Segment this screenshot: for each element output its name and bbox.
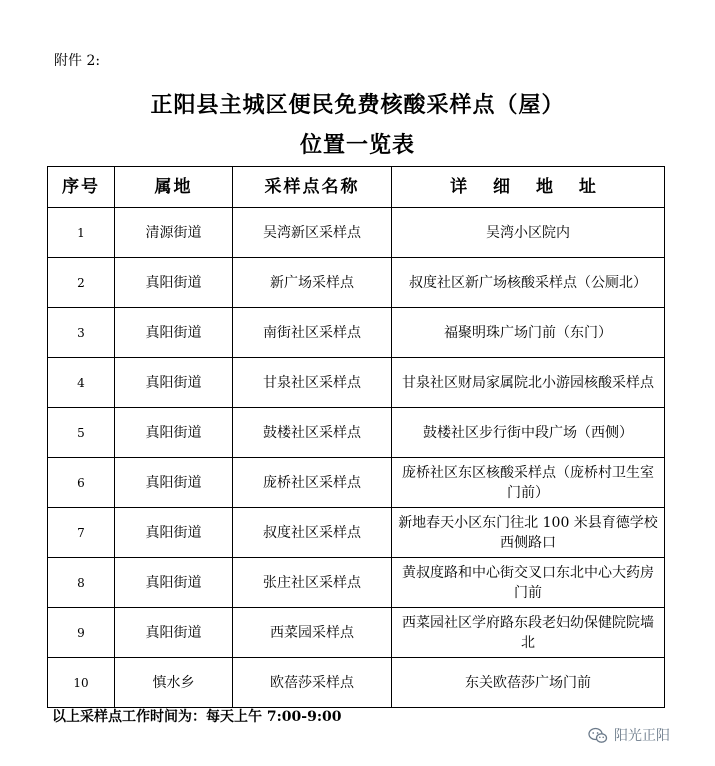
row-district: 真阳街道 xyxy=(115,458,233,508)
row-number: 6 xyxy=(48,458,115,508)
header-district: 属地 xyxy=(115,167,233,208)
row-district: 真阳街道 xyxy=(115,558,233,608)
table-row xyxy=(48,308,665,358)
row-district: 真阳街道 xyxy=(115,258,233,308)
row-address: 黄叔度路和中心街交叉口东北中心大药房门前 xyxy=(392,558,665,608)
row-district: 慎水乡 xyxy=(115,658,233,708)
row-number: 4 xyxy=(48,358,115,408)
row-number: 8 xyxy=(48,558,115,608)
sampling-sites-table xyxy=(47,166,665,708)
table-row xyxy=(48,608,665,658)
table-row xyxy=(48,408,665,458)
row-address: 西菜园社区学府路东段老妇幼保健院院墙北 xyxy=(392,608,665,658)
row-site-name: 南街社区采样点 xyxy=(233,308,392,358)
table-row xyxy=(48,258,665,308)
row-number: 2 xyxy=(48,258,115,308)
table-row xyxy=(48,208,665,258)
table-row xyxy=(48,658,665,708)
row-site-name: 吴湾新区采样点 xyxy=(233,208,392,258)
row-site-name: 庞桥社区采样点 xyxy=(233,458,392,508)
row-address: 新地春天小区东门往北 100 米县育德学校西侧路口 xyxy=(392,508,665,558)
row-address: 庞桥社区东区核酸采样点（庞桥村卫生室门前） xyxy=(392,458,665,508)
row-site-name: 新广场采样点 xyxy=(233,258,392,308)
row-number: 7 xyxy=(48,508,115,558)
row-site-name: 张庄社区采样点 xyxy=(233,558,392,608)
row-number: 1 xyxy=(48,208,115,258)
header-number: 序号 xyxy=(48,167,115,208)
row-site-name: 甘泉社区采样点 xyxy=(233,358,392,408)
row-district: 真阳街道 xyxy=(115,508,233,558)
wechat-logo-icon xyxy=(588,727,608,744)
row-site-name: 欧蓓莎采样点 xyxy=(233,658,392,708)
table-row xyxy=(48,508,665,558)
row-number: 5 xyxy=(48,408,115,458)
row-district: 真阳街道 xyxy=(115,608,233,658)
attachment-label: 附件 2: xyxy=(54,53,101,69)
header-address: 详 细 地 址 xyxy=(392,167,665,208)
row-district: 清源街道 xyxy=(115,208,233,258)
table-row xyxy=(48,558,665,608)
table-row xyxy=(48,458,665,508)
row-number: 10 xyxy=(48,658,115,708)
row-district: 真阳街道 xyxy=(115,408,233,458)
document-title: 正阳县主城区便民免费核酸采样点（屋） xyxy=(150,92,565,118)
table-row xyxy=(48,358,665,408)
row-address: 鼓楼社区步行街中段广场（西侧） xyxy=(392,408,665,458)
row-site-name: 鼓楼社区采样点 xyxy=(233,408,392,458)
row-site-name: 西菜园采样点 xyxy=(233,608,392,658)
watermark-text: 阳光正阳 xyxy=(614,728,670,744)
row-address: 叔度社区新广场核酸采样点（公厕北） xyxy=(392,258,665,308)
row-district: 真阳街道 xyxy=(115,308,233,358)
row-district: 真阳街道 xyxy=(115,358,233,408)
row-address: 甘泉社区财局家属院北小游园核酸采样点 xyxy=(392,358,665,408)
row-number: 3 xyxy=(48,308,115,358)
row-address: 福聚明珠广场门前（东门） xyxy=(392,308,665,358)
row-address: 东关欧蓓莎广场门前 xyxy=(392,658,665,708)
working-hours-note: 以上采样点工作时间为：每天上午 7:00-9:00 xyxy=(52,709,342,725)
row-site-name: 叔度社区采样点 xyxy=(233,508,392,558)
row-address: 吴湾小区院内 xyxy=(392,208,665,258)
header-site-name: 采样点名称 xyxy=(233,167,392,208)
table-header-row xyxy=(48,167,665,208)
document-subtitle: 位置一览表 xyxy=(299,132,415,158)
row-number: 9 xyxy=(48,608,115,658)
account-watermark xyxy=(588,725,670,745)
